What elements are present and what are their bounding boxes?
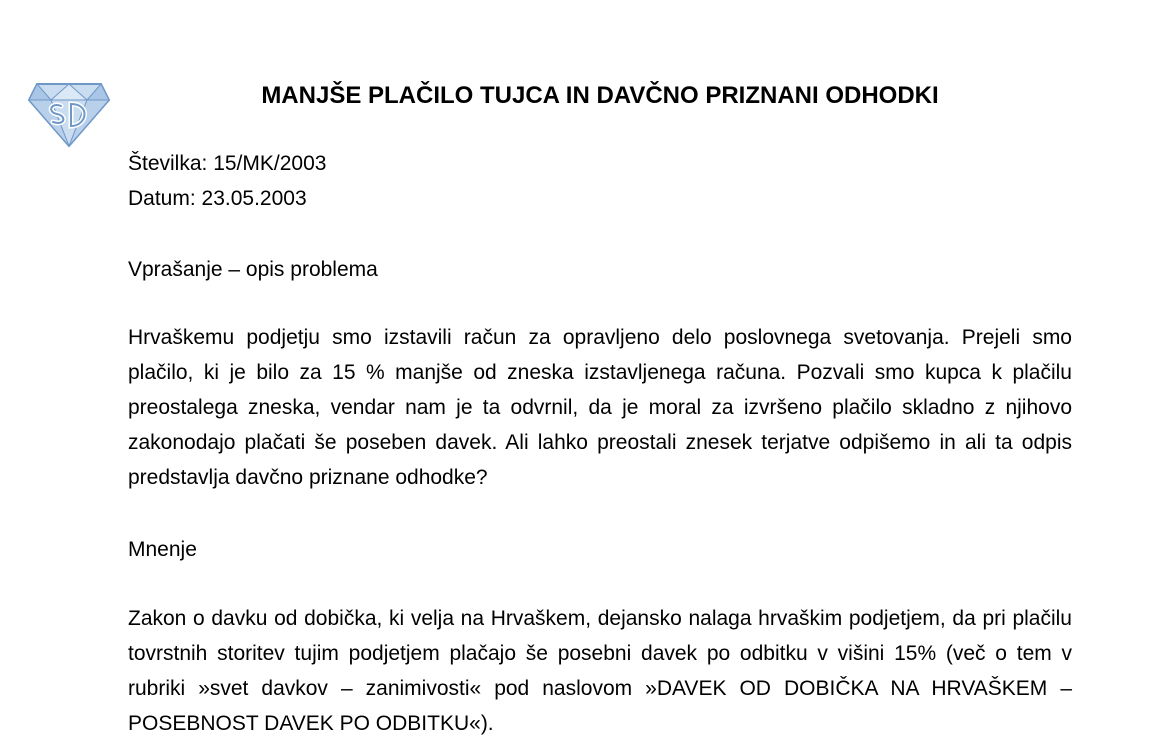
opinion-paragraph: Zakon o davku od dobička, ki velja na Hrvaškem, dejansko nalaga hrvaškim podjetjem, da pri plačilu tovrstnih storitev tujim podjetjem plačajo še posebni davek po odbitku v višini 15% (več o tem v rubriki »svet davkov – zanimivosti« pod naslovom »DAVEK OD DOBIČKA NA HRVAŠKEM – POSEBNOST DAVEK PO ODBITKU«). bbox=[128, 607, 1072, 735]
document-date: Datum: 23.05.2003 bbox=[128, 187, 307, 210]
question-heading: Vprašanje – opis problema bbox=[128, 258, 378, 281]
opinion-heading: Mnenje bbox=[128, 538, 197, 561]
document-number: Številka: 15/MK/2003 bbox=[128, 152, 327, 175]
diamond-logo-icon bbox=[27, 76, 111, 148]
question-paragraph: Hrvaškemu podjetju smo izstavili račun za opravljeno delo poslovnega svetovanja. Prejeli smo plačilo, ki je bilo za 15 % manjše od zneska izstavljenega računa. Pozvali smo kupca k plačilu preostalega zneska, vendar nam je ta odvrnil, da je moral za izvršeno plačilo skladno z njihovo zakonodajo plačati še poseben davek. Ali lahko preostali znesek terjatve odpišemo in ali ta odpis predstavlja davčno priznane odhodke? bbox=[128, 326, 1072, 489]
document-title: MANJŠE PLAČILO TUJCA IN DAVČNO PRIZNANI ODHODKI bbox=[261, 82, 939, 109]
